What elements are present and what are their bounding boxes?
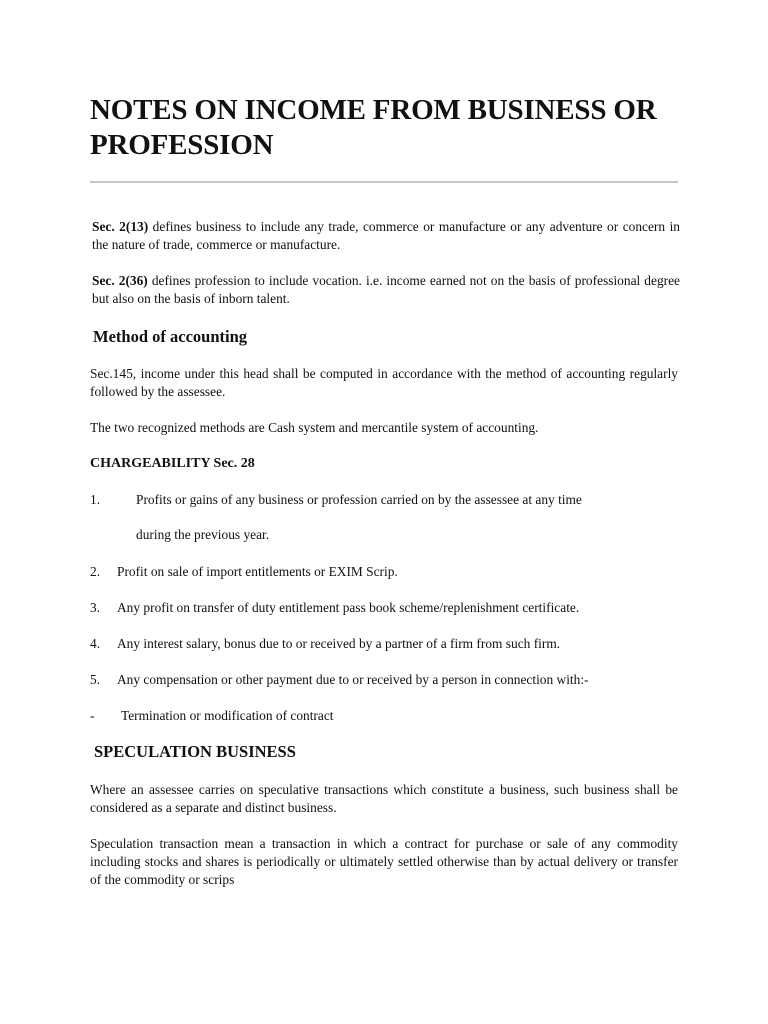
list-number: 1. [90,492,101,507]
paragraph-sec145: Sec.145, income under this head shall be computed in accordance with the method of accounting regularly followed by the assessee. [90,366,678,399]
list-bullet: - [90,708,95,723]
section-ref: Sec. 2(36) [92,273,148,288]
paragraph-recognized-methods: The two recognized methods are Cash system and mercantile system of accounting. [90,420,539,435]
paragraph-speculation-definition: Speculation transaction mean a transaction in which a contract for purchase or sale of any commodity including stocks and shares is periodically or ultimately settled otherwise than by actual delivery or transfer of the commodity or scrips [90,836,678,887]
paragraph-business-definition [90,218,680,254]
list-text: Profits or gains of any business or profession carried on by the assessee at any time [136,492,582,507]
heading-method-of-accounting: Method of accounting [93,327,247,346]
page-title: NOTES ON INCOME FROM BUSINESS OR PROFESSION [90,94,657,161]
heading-speculation-business: SPECULATION BUSINESS [94,742,296,761]
list-number: 2. [90,564,101,579]
list-number: 3. [90,600,101,615]
list-text: Profit on sale of import entitlements or EXIM Scrip. [117,564,398,579]
paragraph-text: defines profession to include vocation. i.e. income earned not on the basis of professional degree but also on the basis of inborn talent. [92,273,680,306]
list-text: Termination or modification of contract [121,708,334,723]
title-divider [90,181,678,183]
list-text: Any compensation or other payment due to or received by a person in connection with:- [117,672,589,687]
list-text: during the previous year. [136,527,270,542]
paragraph-speculative-transactions: Where an assessee carries on speculative transactions which constitute a business, such business shall be considered as a separate and distinct business. [90,782,678,815]
list-text: Any interest salary, bonus due to or received by a partner of a firm from such firm. [117,636,561,651]
paragraph-profession-definition [90,272,680,308]
list-number: 5. [90,672,101,687]
list-text: Any profit on transfer of duty entitlement pass book scheme/replenishment certificate. [117,600,580,615]
list-number: 4. [90,636,101,651]
section-ref: Sec. 2(13) [92,219,149,234]
heading-chargeability: CHARGEABILITY Sec. 28 [90,456,255,471]
paragraph-text: defines business to include any trade, commerce or manufacture or any adventure or concern in the nature of trade, commerce or manufacture. [92,219,680,252]
